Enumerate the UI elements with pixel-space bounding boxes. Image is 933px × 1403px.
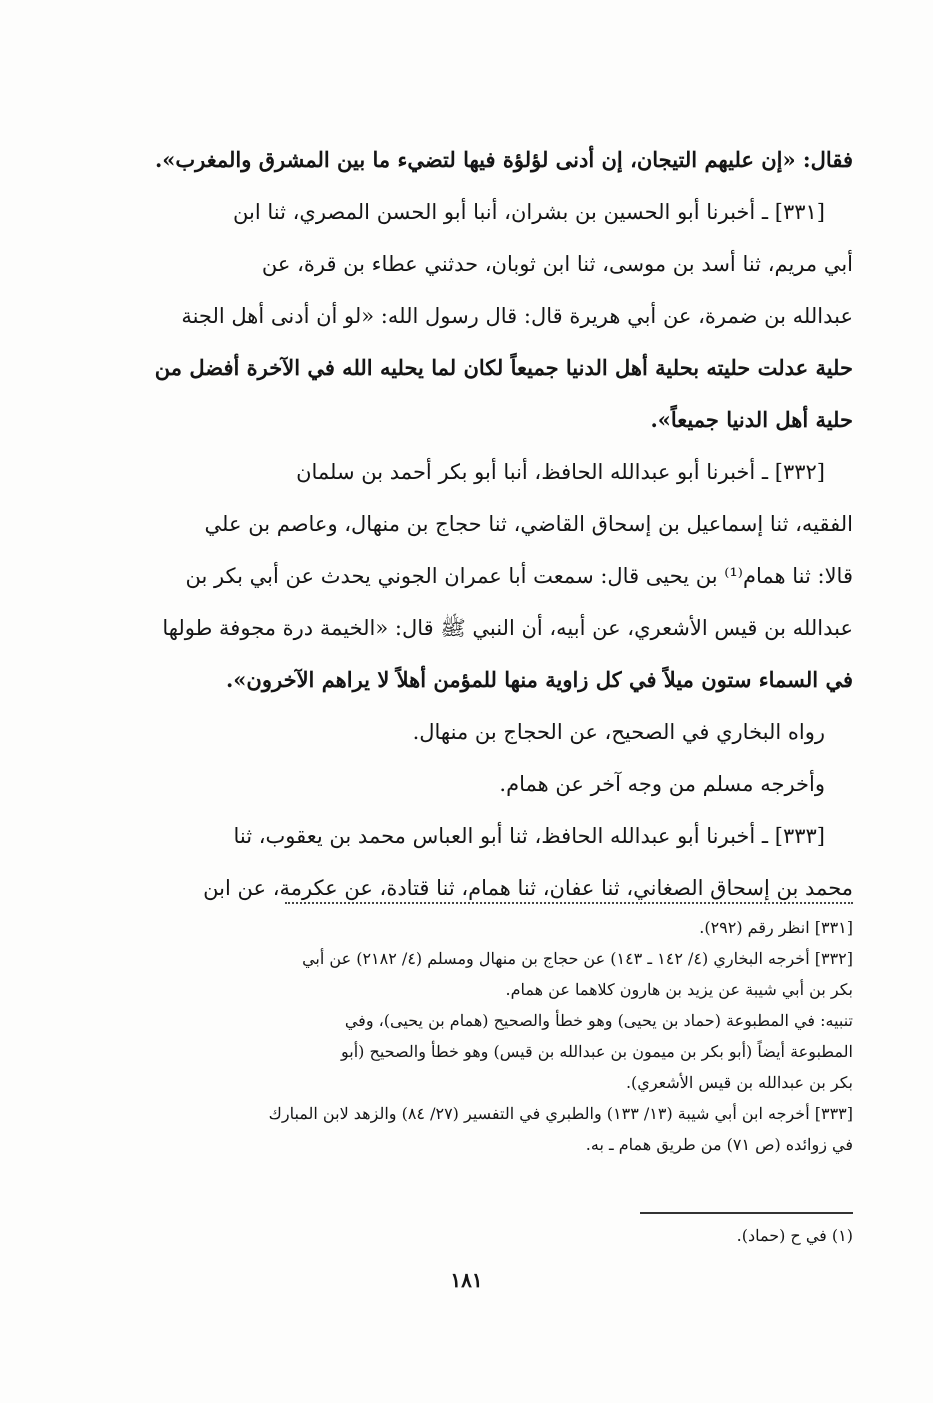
text-line: عبدالله بن ضمرة، عن أبي هريرة قال: قال رسول الله: «لو أن أدنى أهل الجنة [181,304,853,328]
footnote-line: بكر بن أبي شيبة عن يزيد بن هارون كلاهما عن همام. [505,980,853,999]
text-line: حلية عدلت حليته بحلية أهل الدنيا جميعاً لكان لما يحليه الله في الآخرة أفضل من [154,355,853,380]
text-line: وأخرجه مسلم من وجه آخر عن همام. [499,772,825,796]
footnotes [95,912,853,1160]
footnote-divider [285,902,853,904]
text-line: [٣٣١] ـ أخبرنا أبو الحسين بن بشران، أنبا أبو الحسن المصري، ثنا ابن [233,200,825,224]
footnote-line: [٣٣٢] أخرجه البخاري (٤/ ١٤٢ ـ ١٤٣) عن حجاج بن منهال ومسلم (٤/ ٢١٨٢) عن أبي [302,949,853,968]
footnote-line: [٣٣٣] أخرجه ابن أبي شيبة (١٣/ ١٣٣) والطبري في التفسير (٢٧/ ٨٤) والزهد لابن المبارك [268,1104,853,1123]
text-line: الفقيه، ثنا إسماعيل بن إسحاق القاضي، ثنا حجاج بن منهال، وعاصم بن علي [204,512,853,536]
footnote-line: [٣٣١] انظر رقم (٢٩٢). [699,918,853,937]
main-text [95,134,853,914]
page-number: ١٨١ [450,1268,483,1292]
footnote-line: في زوائده (ص ٧١) من طريق همام ـ به. [585,1135,853,1154]
text-line: [٣٣٣] ـ أخبرنا أبو عبدالله الحافظ، ثنا أبو العباس محمد بن يعقوب، ثنا [233,824,825,848]
text-line: فقال: «إن عليهم التيجان، إن أدنى لؤلؤة فيها لتضيء ما بين المشرق والمغرب». [154,147,853,172]
text-line: محمد بن إسحاق الصغاني، ثنا عفان، ثنا همام، ثنا قتادة، عن عكرمة، عن ابن [203,876,853,900]
footnote-line: المطبوعة أيضاً (أبو بكر بن ميمون بن عبدالله بن قيس) وهو خطأ والصحيح (أبو [341,1042,853,1061]
text-line: أبي مريم، ثنا أسد بن موسى، ثنا ابن ثوبان، حدثني عطاء بن قرة، عن [261,252,853,276]
footnote-line: بكر بن عبدالله بن قيس الأشعري). [625,1073,853,1092]
margin-note: (١) في ح (حماد). [736,1226,853,1245]
note-divider [640,1212,853,1214]
text-line: [٣٣٢] ـ أخبرنا أبو عبدالله الحافظ، أنبا أبو بكر أحمد بن سلمان [296,460,825,484]
footnote-line: تنبيه: في المطبوعة (حماد بن يحيى) وهو خطأ والصحيح (همام بن يحيى)، وفي [344,1011,853,1030]
text-line: في السماء ستون ميلاً في كل زاوية منها للمؤمن أهلاً لا يراهم الآخرون». [226,667,853,692]
text-line: رواه البخاري في الصحيح، عن الحجاج بن منهال. [412,720,825,744]
text-line: عبدالله بن قيس الأشعري، عن أبيه، أن النبي ﷺ قال: «الخيمة درة مجوفة طولها [162,616,853,640]
text-line: قالا: ثنا همام⁽¹⁾ بن يحيى قال: سمعت أبا عمران الجوني يحدث عن أبي بكر بن [185,564,853,588]
text-line: حلية أهل الدنيا جميعاً». [650,407,853,432]
